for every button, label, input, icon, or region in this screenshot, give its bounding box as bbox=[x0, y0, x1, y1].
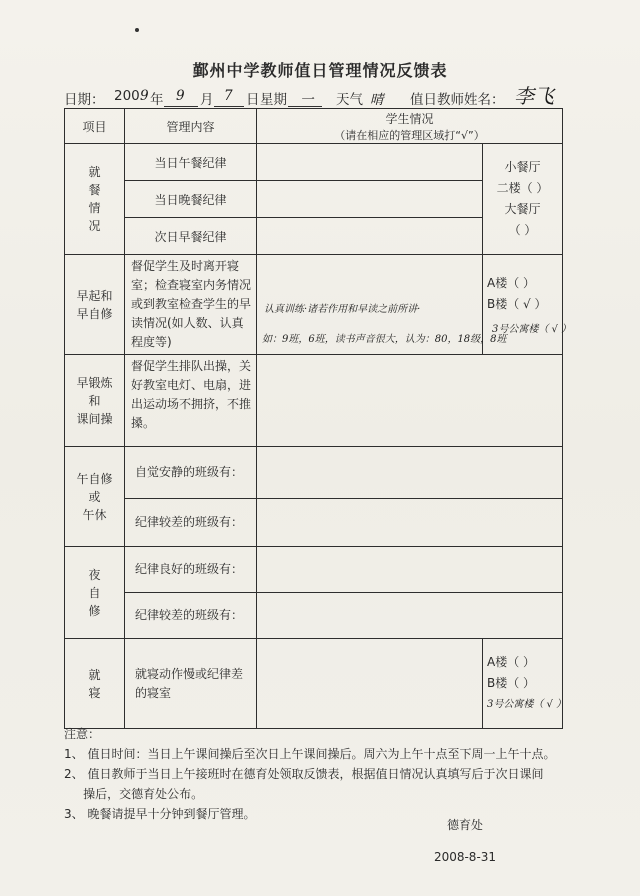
side-second-floor[interactable]: 二楼（ ） bbox=[496, 181, 549, 195]
dinner-discipline: 当日晚餐纪律 bbox=[125, 181, 257, 218]
morning-handwriting-line-2: 如：9班，6班，读书声音很大，认为：80，18级，8班 bbox=[262, 334, 507, 345]
footer-spacer bbox=[430, 836, 500, 846]
category-char: 况 bbox=[88, 219, 101, 233]
side-building-b[interactable]: B楼（ √ ） bbox=[487, 296, 547, 311]
category-char: 餐 bbox=[88, 183, 101, 197]
night-poor-classes: 纪律较差的班级有： bbox=[125, 593, 257, 639]
category-char: 就 bbox=[88, 165, 101, 179]
year-prefix: 200 bbox=[114, 88, 140, 104]
table-row bbox=[65, 547, 563, 593]
breakfast-status-cell[interactable] bbox=[257, 218, 483, 255]
table-row bbox=[65, 355, 563, 447]
morning-content: 督促学生及时离开寝室；检查寝室内务情况或到教室检查学生的早读情况(如人数、认真程度等) bbox=[125, 255, 257, 355]
weather-label: 天气 bbox=[336, 92, 363, 108]
weather-value: 晴 bbox=[370, 92, 384, 108]
header-content: 管理内容 bbox=[125, 109, 257, 144]
night-good-cell[interactable] bbox=[257, 547, 563, 593]
morning-category bbox=[65, 255, 125, 355]
side-big-hall-check[interactable]: （ ） bbox=[508, 223, 537, 237]
dinner-status-cell[interactable] bbox=[257, 181, 483, 218]
dining-side bbox=[483, 144, 563, 255]
category-text: 早起和 bbox=[76, 288, 113, 303]
table-row bbox=[65, 593, 563, 639]
header-status-hint: （请在相应的管理区域打“√”） bbox=[334, 128, 485, 142]
note-item: 操后，交德育处公布。 bbox=[64, 787, 204, 801]
category-text: 或 bbox=[88, 489, 101, 504]
side-small-hall: 小餐厅 bbox=[504, 160, 541, 174]
noon-poor-classes: 纪律较差的班级有： bbox=[125, 499, 257, 547]
sleep-content: 就寝动作慢或纪律差的寝室 bbox=[125, 639, 257, 729]
note-item: 2、 值日教师于当日上午接班时在德育处领取反馈表，根据值日情况认真填写后于次日课间 bbox=[64, 767, 544, 781]
notes-section bbox=[64, 724, 584, 824]
footer-date: 2008-8-31 bbox=[433, 850, 497, 864]
side-big-hall: 大餐厅 bbox=[504, 202, 541, 216]
sleep-status-cell[interactable] bbox=[257, 639, 483, 729]
table-row bbox=[65, 144, 563, 181]
noon-quiet-cell[interactable] bbox=[257, 447, 563, 499]
sleep-side bbox=[483, 639, 567, 729]
category-text: 午自修 bbox=[76, 471, 113, 486]
category-char: 就 bbox=[88, 667, 101, 682]
category-char: 情 bbox=[88, 201, 101, 215]
noon-category bbox=[65, 447, 125, 547]
ink-speck bbox=[135, 28, 139, 32]
day-value: 7 bbox=[224, 88, 233, 104]
lunch-status-cell[interactable] bbox=[257, 144, 483, 181]
date-label: 日期： bbox=[64, 92, 105, 108]
breakfast-discipline: 次日早餐纪律 bbox=[125, 218, 257, 255]
footer-office: 德育处 bbox=[446, 818, 483, 832]
exercise-content: 督促学生排队出操，关好教室电灯、电扇，进出运动场不拥挤，不推搡。 bbox=[125, 355, 257, 447]
exercise-status-cell[interactable] bbox=[257, 355, 563, 447]
month-value: 9 bbox=[176, 88, 185, 104]
category-text: 早自修 bbox=[76, 306, 113, 321]
teacher-label: 值日教师姓名： bbox=[410, 92, 505, 108]
category-char: 自 bbox=[88, 585, 101, 600]
exercise-category bbox=[65, 355, 125, 447]
sleep-category bbox=[65, 639, 125, 729]
header-status-title: 学生情况 bbox=[385, 111, 434, 126]
noon-poor-cell[interactable] bbox=[257, 499, 563, 547]
notes-heading: 注意： bbox=[64, 727, 101, 741]
week-value: 一 bbox=[300, 92, 314, 108]
note-item: 3、 晚餐请提早十分钟到餐厅管理。 bbox=[64, 807, 256, 821]
week-label: 星期 bbox=[260, 92, 287, 108]
dining-category bbox=[65, 144, 125, 255]
noon-quiet-classes: 自觉安静的班级有： bbox=[125, 447, 257, 499]
category-text: 早锻炼 bbox=[76, 375, 113, 390]
header-status bbox=[257, 109, 563, 144]
lunch-discipline: 当日午餐纪律 bbox=[125, 144, 257, 181]
footer bbox=[430, 814, 500, 868]
year-label: 年 bbox=[150, 92, 164, 108]
month-label: 月 bbox=[200, 92, 214, 108]
night-category bbox=[65, 547, 125, 639]
side-building-b[interactable]: B楼（ ） bbox=[487, 676, 536, 690]
side-building-a[interactable]: A楼（ ） bbox=[487, 655, 536, 669]
header-item: 项目 bbox=[65, 109, 125, 144]
date-line bbox=[64, 84, 584, 108]
side-building-a[interactable]: A楼（ ） bbox=[487, 275, 536, 290]
document-title: 鄞州中学教师值日管理情况反馈表 bbox=[192, 61, 448, 80]
category-text: 和 bbox=[88, 393, 101, 408]
table-row bbox=[65, 499, 563, 547]
morning-handwriting-line-1: 认真训练·诸若作用和早读之前所讲· bbox=[264, 304, 421, 315]
table-row bbox=[65, 447, 563, 499]
category-text: 课间操 bbox=[76, 411, 113, 426]
note-item: 1、 值日时间：当日上午课间操后至次日上午课间操后。周六为上午十点至下周一上午十点。 bbox=[64, 747, 556, 761]
category-char: 寝 bbox=[88, 685, 101, 700]
table-header-row bbox=[65, 109, 563, 144]
night-good-classes: 纪律良好的班级有： bbox=[125, 547, 257, 593]
teacher-signature: 李飞 bbox=[514, 84, 554, 108]
side-apartment-3[interactable]: 3号公寓楼（ √ ） bbox=[487, 699, 567, 710]
table-row bbox=[65, 639, 563, 729]
category-text: 午休 bbox=[82, 507, 107, 522]
category-char: 修 bbox=[88, 603, 101, 618]
morning-apartment-check: 3号公寓楼（ √ ） bbox=[492, 324, 572, 335]
duty-form-table bbox=[64, 108, 567, 729]
day-label: 日 bbox=[246, 92, 260, 108]
night-poor-cell[interactable] bbox=[257, 593, 563, 639]
category-char: 夜 bbox=[88, 567, 101, 582]
year-digit: 9 bbox=[140, 88, 149, 104]
